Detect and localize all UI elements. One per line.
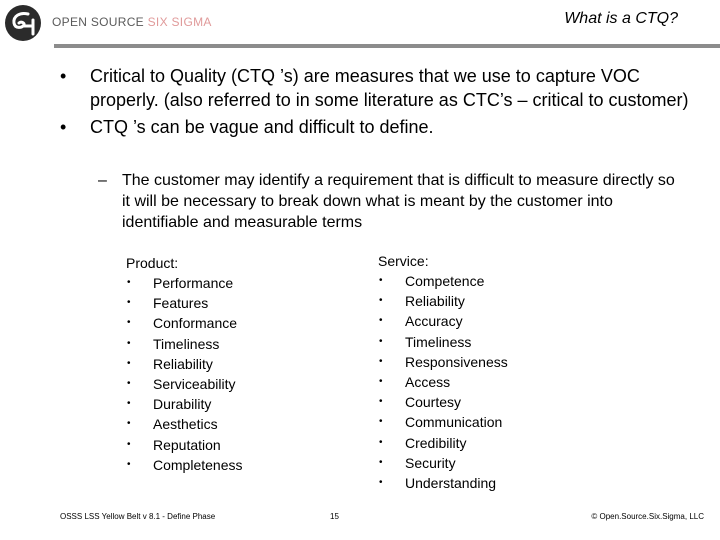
bullet-dot: •	[127, 337, 131, 349]
main-bullet-list	[60, 64, 700, 139]
list-item	[378, 271, 508, 291]
list-item-label: Understanding	[405, 475, 497, 492]
sub-bullet-text: The customer may identify a requirement that is difficult to measure directly so it will be necessary to break down what is meant by the customer into identifiable and measurable terms	[122, 172, 675, 231]
list-item-label: Completeness	[153, 456, 243, 473]
bullet-dot: •	[127, 458, 131, 470]
bullet-ctq-definition	[60, 64, 700, 112]
product-heading: Product:	[126, 255, 179, 271]
list-item-label: Access	[405, 374, 451, 391]
list-item	[378, 352, 508, 372]
list-item	[378, 433, 508, 453]
list-item-label: Competence	[405, 273, 485, 289]
list-item	[126, 334, 243, 354]
bullet-dot: •	[379, 355, 383, 367]
service-heading-label: Service	[378, 253, 425, 269]
service-heading-colon: :	[424, 253, 429, 269]
list-item	[126, 313, 243, 333]
list-item-label: Courtesy	[405, 394, 462, 411]
bullet-dot: •	[60, 66, 67, 86]
sub-bullet	[98, 170, 678, 233]
brand-name	[52, 15, 212, 29]
list-item	[126, 394, 243, 414]
list-item	[378, 392, 508, 412]
list-item	[378, 311, 508, 331]
bullet-text: Critical to Quality (CTQ ’s) are measures that we use to capture VOC properly. (also referred to in some literature as CTC’s – critical to customer)	[90, 66, 689, 110]
list-item-label: Accuracy	[405, 313, 463, 330]
bullet-ctq-vague	[60, 115, 700, 139]
header-rule	[54, 44, 720, 48]
bullet-text: CTQ ’s can be vague and difficult to define.	[90, 117, 434, 137]
list-item	[126, 354, 243, 374]
list-item	[126, 414, 243, 434]
list-item-label: Communication	[405, 414, 503, 431]
list-item-label: Timeliness	[405, 333, 472, 350]
list-item-label: Timeliness	[153, 335, 220, 352]
list-item-label: Reliability	[405, 293, 465, 310]
brand-name-accent: SIX SIGMA	[147, 15, 212, 29]
list-item	[126, 374, 243, 394]
list-item	[126, 455, 243, 475]
service-heading	[378, 251, 508, 271]
bullet-dot: •	[127, 418, 131, 430]
list-item	[378, 332, 508, 352]
list-item	[126, 293, 243, 313]
list-item-label: Reliability	[153, 355, 213, 372]
list-item	[378, 453, 508, 473]
list-item	[126, 435, 243, 455]
bullet-dot: •	[379, 315, 383, 327]
list-item-label: Security	[405, 454, 456, 471]
bullet-dot: •	[379, 456, 383, 468]
list-item	[378, 291, 508, 311]
bullet-dot: •	[379, 295, 383, 307]
bullet-dot: •	[60, 117, 67, 137]
list-item-label: Conformance	[153, 315, 238, 332]
footer-copyright: © Open.Source.Six.Sigma, LLC	[591, 512, 704, 521]
bullet-dot: •	[379, 335, 383, 347]
bullet-dot: •	[127, 357, 131, 369]
sub-bullet-dash: –	[98, 172, 107, 189]
list-item	[378, 412, 508, 432]
footer-course-label: OSSS LSS Yellow Belt v 8.1 - Define Phase	[60, 512, 216, 521]
list-item	[378, 473, 508, 493]
bullet-dot: •	[127, 438, 131, 450]
bullet-dot: •	[127, 317, 131, 329]
bullet-dot: •	[379, 275, 383, 286]
list-item-label: Durability	[153, 396, 212, 413]
bullet-dot: •	[379, 477, 383, 489]
bullet-dot: •	[127, 378, 131, 390]
bullet-dot: •	[127, 398, 131, 410]
product-list	[126, 253, 243, 475]
open-source-six-sigma-logo-icon	[4, 4, 42, 42]
bullet-dot: •	[379, 436, 383, 448]
bullet-dot: •	[127, 277, 131, 288]
list-item-label: Aesthetics	[153, 416, 218, 433]
bullet-dot: •	[379, 416, 383, 428]
bullet-dot: •	[127, 297, 131, 309]
list-item-label: Features	[153, 295, 209, 312]
list-item-label: Serviceability	[153, 376, 236, 393]
bullet-dot: •	[379, 396, 383, 408]
list-item-label: Credibility	[405, 434, 467, 451]
list-item-label: Responsiveness	[405, 353, 508, 370]
page-number: 15	[330, 512, 339, 521]
list-item-label: Reputation	[153, 436, 221, 453]
bullet-dot: •	[379, 376, 383, 388]
brand-name-main: OPEN SOURCE	[52, 15, 148, 29]
list-item	[126, 273, 243, 293]
slide-title: What is a CTQ?	[564, 10, 678, 27]
list-item	[378, 372, 508, 392]
list-item-label: Performance	[153, 275, 234, 291]
service-list	[378, 251, 508, 493]
